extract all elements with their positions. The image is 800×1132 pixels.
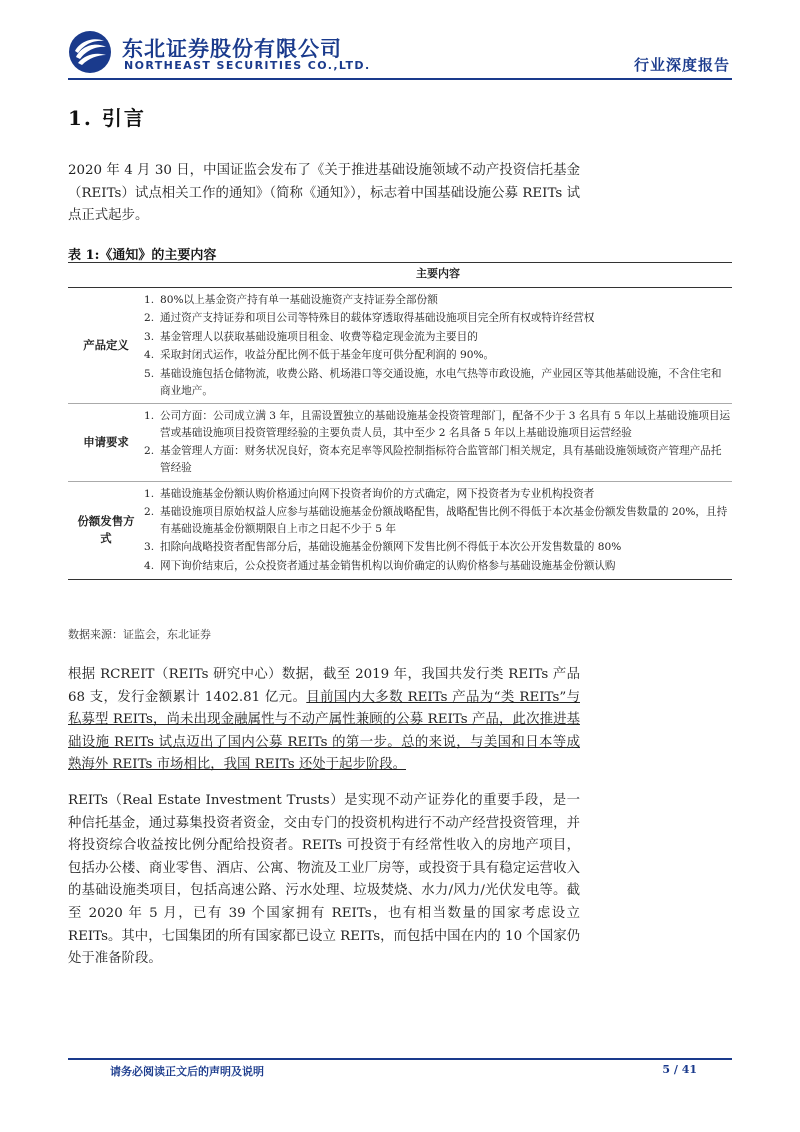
- page-header: [0, 0, 800, 80]
- item-number: 3.: [144, 541, 155, 554]
- table-row-product-definition: [68, 287, 732, 404]
- item-number: 2.: [144, 506, 155, 519]
- item-number: 1.: [144, 487, 155, 500]
- item-text: 公司方面：公司成立满 3 年，且需设置独立的基础设施基金投资管理部门，配备不少于 3 名具有 5 年以上基础设施项目运营或基础设施项目投资管理经验的主要负责人员，其中至少 2 名具备 5 年以上基础设施项目运营经验: [160, 410, 731, 439]
- item-number: 1.: [144, 293, 155, 306]
- paragraph-plain-text: 根据 RCREIT（REITs 研究中心）数据，截至 2019 年，我国共发行类 REITs 产品 68 支，发行金额累计 1402.81 亿元。: [68, 667, 580, 705]
- table-row-application-requirements: [68, 404, 732, 481]
- list-item: [144, 291, 732, 310]
- item-number: 1.: [144, 410, 155, 423]
- table-header-cell: 主要内容: [144, 263, 732, 288]
- item-text: 基础设施项目原始权益人应参与基础设施基金份额战略配售，战略配售比例不得低于本次基金份额发售数量的 20%，且持有基础设施基金份额期限自上市之日起不少于 5 年: [160, 506, 728, 535]
- item-text: 网下询价结束后，公众投资者通过基金销售机构以询价确定的认购价格参与基础设施基金份额认购: [160, 559, 616, 572]
- section-title: 1. 引言: [68, 106, 146, 130]
- paragraph-underlined-text: 目前国内大多数 REITs 产品为“类 REITs”与私募型 REITs，尚未出现金融属性与不动产属性兼顾的公募 REITs 产品，此次推进基础设施 REITs 试点迈出了国内公募 REITs 的第一步。总的来说，与美国和日本等成熟海外 REITs 市场相比，我国 REITs 还处于起步阶段。: [68, 689, 580, 773]
- list-item: [144, 346, 732, 365]
- company-name-cn: 东北证券股份有限公司: [122, 37, 342, 61]
- item-text: 基础设施包括仓储物流，收费公路、机场港口等交通设施，水电气热等市政设施，产业园区等其他基础设施，不含住宅和商业地产。: [160, 367, 722, 397]
- item-number: 4.: [144, 559, 155, 572]
- list-item: [144, 442, 732, 477]
- item-number: 2.: [144, 445, 155, 458]
- footer-divider: [68, 1058, 732, 1060]
- row-category: 产品定义: [68, 287, 144, 404]
- list-item: [144, 365, 732, 400]
- row-items: [144, 287, 732, 404]
- list-item: [144, 407, 732, 442]
- list-item: [144, 557, 732, 576]
- table-caption: 表 1:《通知》的主要内容: [68, 248, 217, 263]
- item-number: 2.: [144, 312, 155, 325]
- item-text: 基金管理人以获取基础设施项目租金、收费等稳定现金流为主要目的: [160, 330, 478, 343]
- notice-content-table: [68, 262, 732, 580]
- list-item: [144, 538, 732, 557]
- intro-paragraph: 2020 年 4 月 30 日，中国证监会发布了《关于推进基础设施领域不动产投资信托基金（REITs）试点相关工作的通知》（简称《通知》），标志着中国基础设施公募 REITs 试点正式起步。: [68, 163, 580, 224]
- list-item: [144, 485, 732, 504]
- item-text: 基础设施基金份额认购价格通过向网下投资者询价的方式确定，网下投资者为专业机构投资者: [160, 487, 595, 500]
- row-category: 份额发售方式: [68, 481, 144, 579]
- company-name-en: NORTHEAST SECURITIES CO.,LTD.: [124, 59, 371, 72]
- company-logo-icon: [68, 30, 112, 74]
- table-source-note: 数据来源：证监会，东北证券: [68, 628, 211, 641]
- item-number: 5.: [144, 367, 155, 380]
- item-text: 采取封闭式运作，收益分配比例不低于基金年度可供分配利润的 90%。: [160, 349, 495, 362]
- report-type-label: 行业深度报告: [633, 56, 730, 74]
- reits-definition-paragraph: REITs（Real Estate Investment Trusts）是实现不动产证券化的重要手段，是一种信托基金，通过募集投资者资金，交由专门的投资机构进行不动产经营投资管理，并将投资综合收益按比例分配给投资者。REITs 可投资于有经常性收入的房地产项目，包括办公楼、商业零售、酒店、公寓、物流及工业厂房等，或投资于具有稳定运营收入的基础设施类项目，包括高速公路、污水处理、垃圾焚烧、水力/风力/光伏发电等。截至 2020 年 5 月，已有 39 个国家拥有 REITs，也有相当数量的国家考虑设立 REITs。其中，七国集团的所有国家都已设立 REITs，而包括中国在内的 10 个国家仍处于准备阶段。: [68, 793, 580, 967]
- list-item: [144, 503, 732, 538]
- footer-disclaimer: 请务必阅读正文后的声明及说明: [110, 1065, 264, 1078]
- table-header-row: [68, 263, 732, 288]
- row-category: 申请要求: [68, 404, 144, 481]
- item-number: 3.: [144, 330, 155, 343]
- reits-market-paragraph: [68, 664, 580, 777]
- item-number: 4.: [144, 349, 155, 362]
- list-item: [144, 328, 732, 347]
- row-items: [144, 481, 732, 579]
- list-item: [144, 309, 732, 328]
- table-header-blank: [68, 263, 144, 288]
- header-divider: [68, 78, 732, 80]
- item-text: 通过资产支持证券和项目公司等特殊目的载体穿透取得基础设施项目完全所有权或特许经营权: [160, 312, 595, 325]
- row-items: [144, 404, 732, 481]
- page-number: 5 / 41: [662, 1063, 697, 1076]
- item-text: 80%以上基金资产持有单一基础设施资产支持证券全部份额: [160, 293, 438, 306]
- item-text: 扣除向战略投资者配售部分后，基础设施基金份额网下发售比例不得低于本次公开发售数量的 80%: [160, 541, 622, 554]
- item-text: 基金管理人方面：财务状况良好，资本充足率等风险控制指标符合监管部门相关规定，具有基础设施领域资产管理产品托管经验: [160, 445, 722, 474]
- table-row-share-offering: [68, 481, 732, 579]
